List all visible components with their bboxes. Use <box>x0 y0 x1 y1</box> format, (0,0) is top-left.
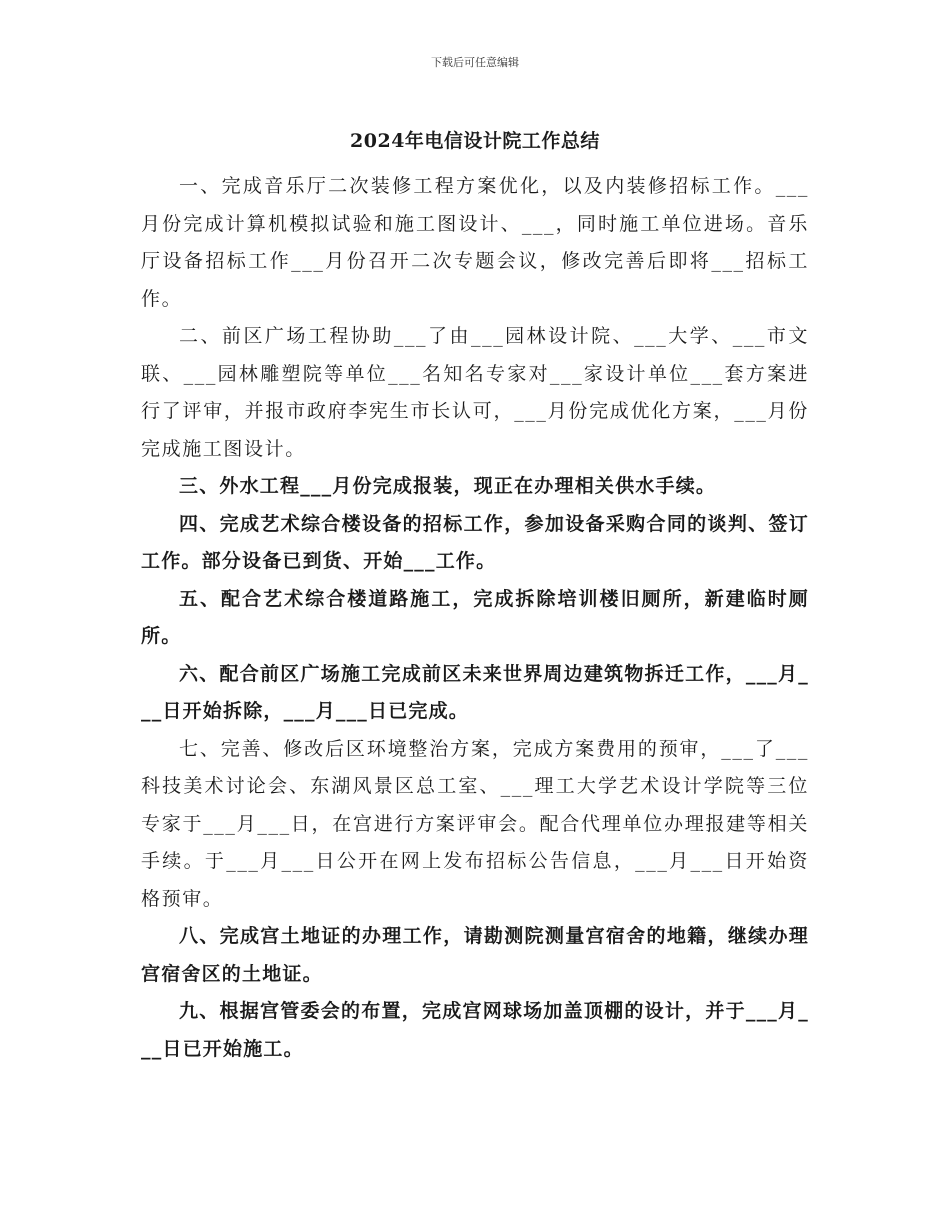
paragraph-9: 九、根据宫管委会的布置，完成宫网球场加盖顶棚的设计，并于___月___日已开始施工。 <box>141 1000 809 1060</box>
paragraph-1: 一、完成音乐厅二次装修工程方案优化，以及内装修招标工作。___月份完成计算机模拟试验和施工图设计、___，同时施工单位进场。音乐厅设备招标工作___月份召开二次专题会议，修改完善后即将___招标工作。 <box>141 175 809 310</box>
paragraph-5: 五、配合艺术综合楼道路施工，完成拆除培训楼旧厕所，新建临时厕所。 <box>141 587 809 647</box>
paragraph-6: 六、配合前区广场施工完成前区未来世界周边建筑物拆迁工作，___月___日开始拆除，___月___日已完成。 <box>141 662 809 722</box>
paragraph-8: 八、完成宫土地证的办理工作，请勘测院测量宫宿舍的地籍，继续办理宫宿舍区的土地证。 <box>141 925 809 985</box>
document-title: 2024年电信设计院工作总结 <box>350 130 600 152</box>
paragraph-4: 四、完成艺术综合楼设备的招标工作，参加设备采购合同的谈判、签订工作。部分设备已到货、开始___工作。 <box>141 512 809 572</box>
paragraph-2: 二、前区广场工程协助___了由___园林设计院、___大学、___市文联、___园林雕塑院等单位___名知名专家对___家设计单位___套方案进行了评审，并报市政府李宪生市长认可，___月份完成优化方案，___月份完成施工图设计。 <box>141 325 809 460</box>
paragraph-3: 三、外水工程___月份完成报装，现正在办理相关供水手续。 <box>179 475 717 497</box>
document-body <box>141 168 809 1068</box>
paragraph-7: 七、完善、修改后区环境整治方案，完成方案费用的预审，___了___科技美术讨论会、东湖风景区总工室、___理工大学艺术设计学院等三位专家于___月___日，在宫进行方案评审会。配合代理单位办理报建等相关手续。于___月___日公开在网上发布招标公告信息，___月___日开始资格预审。 <box>141 737 809 910</box>
header-note: 下载后可任意编辑 <box>431 56 519 69</box>
